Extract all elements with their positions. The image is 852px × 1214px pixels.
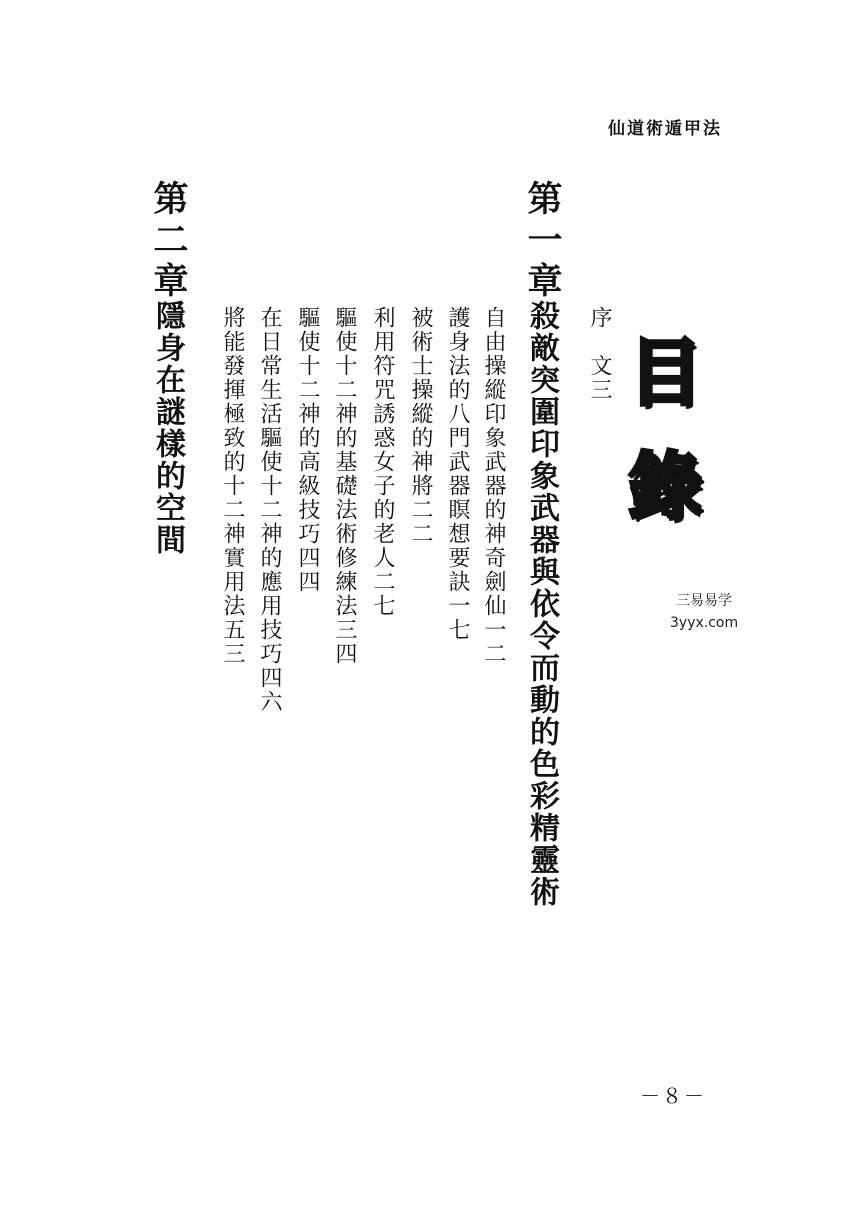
toc-entry[interactable]: [367, 306, 397, 1051]
toc-entry-preface[interactable]: [584, 306, 614, 1051]
toc-entry-title: 在日常生活驅使十二神的應用技巧: [257, 306, 282, 666]
toc-entry[interactable]: [442, 306, 472, 1051]
watermark-line-1: 三易易学: [676, 593, 733, 609]
toc-entry-page: 二二: [408, 498, 433, 546]
toc-entry-title: 將能發揮極致的十二神實用法: [220, 306, 245, 618]
toc-entry-page: 三四: [332, 618, 357, 666]
toc-entry[interactable]: [329, 306, 359, 1051]
toc-entry-page: 三: [587, 378, 612, 402]
toc-entry-page: 二七: [370, 570, 395, 618]
toc-entry-title: 自由操縱印象武器的神奇劍仙: [481, 306, 506, 618]
toc-entry[interactable]: [405, 306, 435, 1051]
toc-entry-title: 利用符咒誘惑女子的老人: [370, 306, 395, 570]
chapter-1-label: 第一章: [522, 180, 562, 303]
toc-entry-title: 被術士操縱的神將: [408, 306, 433, 498]
toc-heading-char-2: 錄: [628, 444, 702, 530]
toc-entry-title: 驅使十二神的高級技巧: [295, 306, 320, 546]
toc-entry[interactable]: [292, 306, 322, 1051]
chapter-2-title: 隱身在謎樣的空間: [150, 300, 185, 556]
toc-entry-page: 一七: [445, 594, 470, 642]
toc-entry-page: 四四: [295, 546, 320, 594]
toc-entry[interactable]: [254, 306, 284, 1051]
toc-entry-title: 驅使十二神的基礎法術修練法: [332, 306, 357, 618]
watermark-line-2: 3yyx.com: [670, 615, 739, 632]
watermark: [670, 590, 738, 635]
chapter-2-label: 第二章: [148, 180, 188, 303]
chapter-1-title: 殺敵突圍印象武器與依令而動的色彩精靈術: [524, 300, 559, 908]
toc-heading-char-1: 目: [628, 330, 702, 416]
toc-entry[interactable]: [217, 306, 247, 1051]
toc-entry-page: 四六: [257, 666, 282, 714]
toc-entry-page: 一二: [481, 618, 506, 666]
toc-entry-title: 序 文: [587, 306, 612, 378]
toc-entry-page: 五三: [220, 618, 245, 666]
toc-entry-title: 護身法的八門武器瞑想要訣: [445, 306, 470, 594]
toc-entry[interactable]: [478, 306, 508, 1051]
running-header: 仙道術遁甲法: [608, 119, 722, 139]
page-number: －８－: [640, 1084, 706, 1108]
